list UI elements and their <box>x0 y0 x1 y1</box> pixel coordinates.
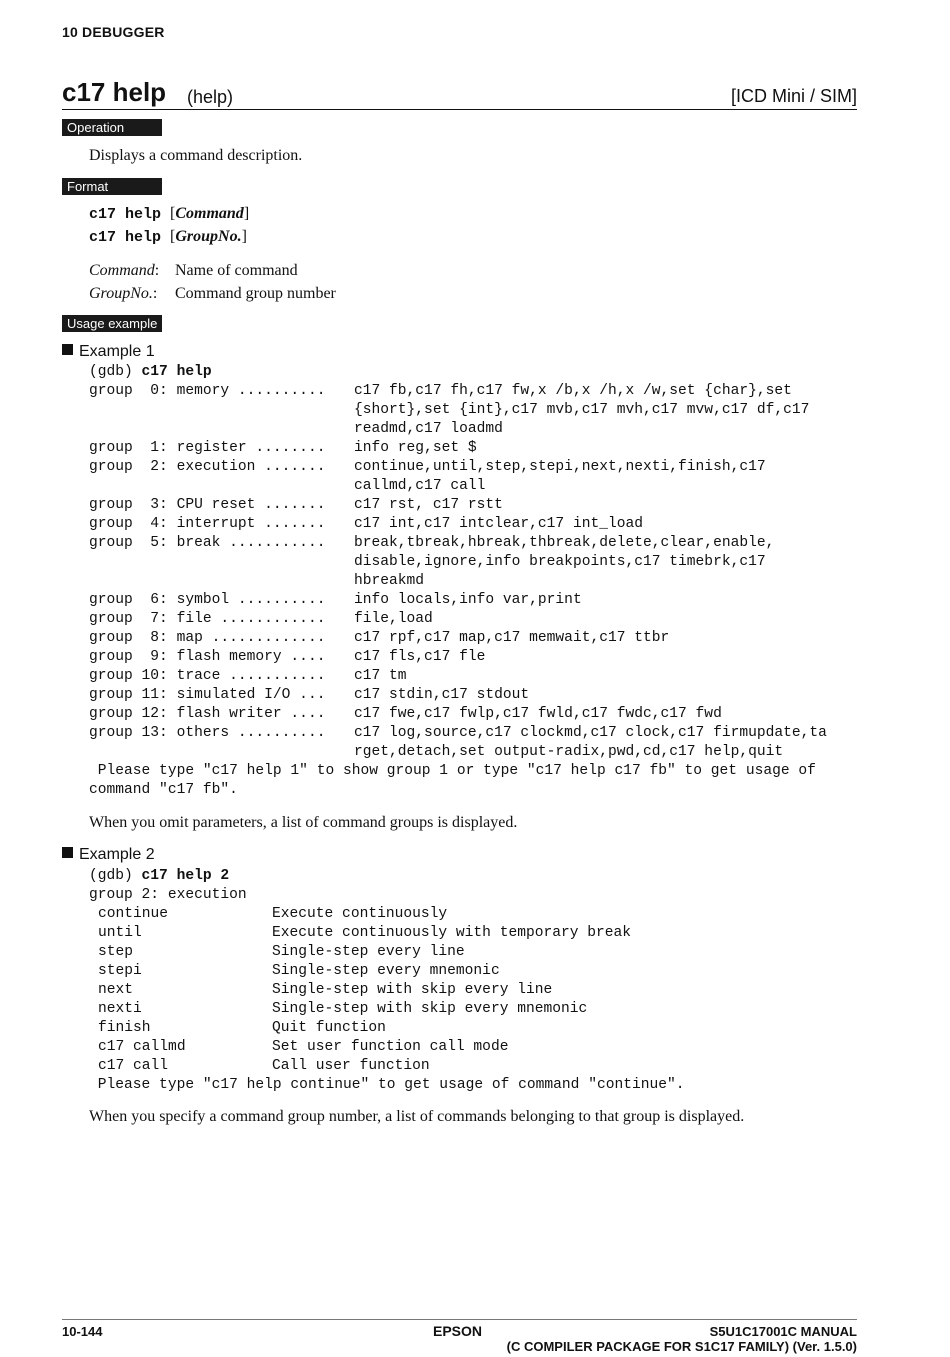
format-argument: GroupNo. <box>175 228 242 245</box>
group-label: group 4: interrupt ....... <box>89 516 326 532</box>
command-description: Set user function call mode <box>272 1039 509 1055</box>
command-description: Single-step every mnemonic <box>272 963 500 979</box>
manual-title: S5U1C17001C MANUAL <box>709 1324 857 1339</box>
square-bullet-icon <box>62 847 73 858</box>
operation-section-label: Operation <box>62 119 162 136</box>
footer-divider <box>62 1319 857 1320</box>
group-commands: continue,until,step,stepi,next,nexti,finish,c17 <box>354 459 766 475</box>
command-row <box>89 962 685 981</box>
param-row <box>89 259 298 282</box>
group-commands: disable,ignore,info breakpoints,c17 timebrk,c17 <box>354 554 766 570</box>
group-commands: info locals,info var,print <box>354 592 582 608</box>
group-commands: c17 rpf,c17 map,c17 memwait,c17 ttbr <box>354 630 670 646</box>
command-row <box>89 905 685 924</box>
group-line <box>89 610 827 629</box>
group-line <box>89 458 827 477</box>
group-commands: info reg,set $ <box>354 440 477 456</box>
command-row <box>89 924 685 943</box>
group-commands: c17 int,c17 intclear,c17 int_load <box>354 516 644 532</box>
group-line <box>89 534 827 553</box>
example-1-explanation: When you omit parameters, a list of command groups is displayed. <box>89 814 518 831</box>
command-row <box>89 1057 685 1076</box>
command-description: Single-step with skip every mnemonic <box>272 1001 588 1017</box>
group-commands: c17 log,source,c17 clockmd,c17 clock,c17 firmupdate,ta <box>354 725 827 741</box>
format-argument: Command <box>175 205 244 222</box>
group-label: group 11: simulated I/O ... <box>89 687 326 703</box>
group-commands: break,tbreak,hbreak,thbreak,delete,clear,enable, <box>354 535 775 551</box>
manual-subtitle: (C COMPILER PACKAGE FOR S1C17 FAMILY) (Ver. 1.5.0) <box>506 1339 857 1354</box>
square-bullet-icon <box>62 344 73 355</box>
param-name: Command: <box>89 262 160 279</box>
format-bracket: [ <box>170 228 176 245</box>
group-commands: readmd,c17 loadmd <box>354 421 503 437</box>
prompt-line <box>89 363 827 382</box>
example-1-code <box>89 363 827 800</box>
param-row <box>89 282 336 305</box>
group-line <box>89 724 827 743</box>
help-note: Please type "c17 help 1" to show group 1 or type "c17 help c17 fb" to get usage of <box>89 763 816 779</box>
group-commands: c17 tm <box>354 668 407 684</box>
group-line <box>89 401 827 420</box>
command-row <box>89 981 685 1000</box>
param-desc: Command group number <box>175 285 336 302</box>
group-line <box>89 515 827 534</box>
format-section-label: Format <box>62 178 162 195</box>
group-commands: hbreakmd <box>354 573 425 589</box>
command-name: step <box>98 944 134 960</box>
command-name: next <box>98 982 134 998</box>
group-line <box>89 591 827 610</box>
group-line <box>89 629 827 648</box>
page-number: 10-144 <box>62 1324 103 1339</box>
command-description: Execute continuously <box>272 906 448 922</box>
format-bracket: ] <box>241 228 247 245</box>
group-line <box>89 705 827 724</box>
group-line <box>89 743 827 762</box>
command-name: finish <box>98 1020 151 1036</box>
format-line-1 <box>89 204 249 224</box>
format-command: c17 help <box>89 206 171 223</box>
param-name: GroupNo.: <box>89 285 158 302</box>
command-description: Execute continuously with temporary break <box>272 925 632 941</box>
group-label: group 10: trace ........... <box>89 668 326 684</box>
group-line <box>89 648 827 667</box>
example-1-heading: Example 1 <box>62 342 155 362</box>
prompt-line <box>89 867 685 886</box>
format-command: c17 help <box>89 229 171 246</box>
group-commands: rget,detach,set output-radix,pwd,cd,c17 help,quit <box>354 744 784 760</box>
group-label: group 12: flash writer .... <box>89 706 326 722</box>
group-commands: c17 rst, c17 rstt <box>354 497 503 513</box>
group-heading-line: group 2: execution <box>89 887 247 903</box>
group-label: group 1: register ........ <box>89 440 326 456</box>
group-label: group 13: others .......... <box>89 725 326 741</box>
group-commands: c17 fb,c17 fh,c17 fw,x /b,x /h,x /w,set {char},set <box>354 383 792 399</box>
group-line <box>89 382 827 401</box>
example-2-heading: Example 2 <box>62 845 155 865</box>
command-description: Quit function <box>272 1020 386 1036</box>
param-desc: Name of command <box>175 262 298 279</box>
group-label: group 9: flash memory .... <box>89 649 326 665</box>
command-name: continue <box>98 906 169 922</box>
group-line <box>89 439 827 458</box>
command-title-row <box>62 76 857 110</box>
group-label: group 0: memory .......... <box>89 383 326 399</box>
group-label: group 8: map ............. <box>89 630 326 646</box>
group-commands: {short},set {int},c17 mvb,c17 mvh,c17 mvw,c17 df,c17 <box>354 402 810 418</box>
group-label: group 3: CPU reset ....... <box>89 497 326 513</box>
group-commands: file,load <box>354 611 433 627</box>
typed-command: c17 help 2 <box>141 868 230 884</box>
example-2-explanation: When you specify a command group number, a list of commands belonging to that group is displayed. <box>89 1108 745 1125</box>
format-bracket: ] <box>243 205 250 222</box>
typed-command: c17 help <box>141 364 212 380</box>
format-line-2 <box>89 227 247 247</box>
brand-name: EPSON <box>433 1323 483 1339</box>
group-line <box>89 686 827 705</box>
group-line <box>89 553 827 572</box>
command-row <box>89 943 685 962</box>
command-name: stepi <box>98 963 142 979</box>
command-title: c17 help <box>62 77 167 107</box>
gdb-prompt: (gdb) <box>89 868 142 884</box>
group-line <box>89 496 827 515</box>
help-note: command "c17 fb". <box>89 782 238 798</box>
command-target: [ICD Mini / SIM] <box>730 86 857 106</box>
group-line <box>89 667 827 686</box>
usage-section-label: Usage example <box>62 315 162 332</box>
command-description: Call user function <box>272 1058 430 1074</box>
command-row <box>89 1000 685 1019</box>
command-name: until <box>98 925 142 941</box>
command-row <box>89 1019 685 1038</box>
help-note: Please type "c17 help continue" to get usage of command "continue". <box>89 1077 685 1093</box>
command-name: c17 callmd <box>98 1039 186 1055</box>
group-line <box>89 420 827 439</box>
group-commands: c17 stdin,c17 stdout <box>354 687 530 703</box>
command-name: nexti <box>98 1001 142 1017</box>
operation-text: Displays a command description. <box>89 147 303 164</box>
group-label: group 5: break ........... <box>89 535 326 551</box>
group-label: group 7: file ............ <box>89 611 326 627</box>
example-2-code <box>89 867 685 1095</box>
group-line <box>89 477 827 496</box>
chapter-header: 10 DEBUGGER <box>62 24 165 40</box>
group-commands: callmd,c17 call <box>354 478 486 494</box>
format-bracket: [ <box>170 205 176 222</box>
gdb-prompt: (gdb) <box>89 364 142 380</box>
command-description: Single-step with skip every line <box>272 982 553 998</box>
command-name: c17 call <box>98 1058 169 1074</box>
command-row <box>89 1038 685 1057</box>
group-label: group 6: symbol .......... <box>89 592 326 608</box>
group-commands: c17 fwe,c17 fwlp,c17 fwld,c17 fwdc,c17 fwd <box>354 706 722 722</box>
group-line <box>89 572 827 591</box>
group-label: group 2: execution ....... <box>89 459 326 475</box>
group-commands: c17 fls,c17 fle <box>354 649 486 665</box>
command-alias: (help) <box>187 87 234 107</box>
command-description: Single-step every line <box>272 944 465 960</box>
